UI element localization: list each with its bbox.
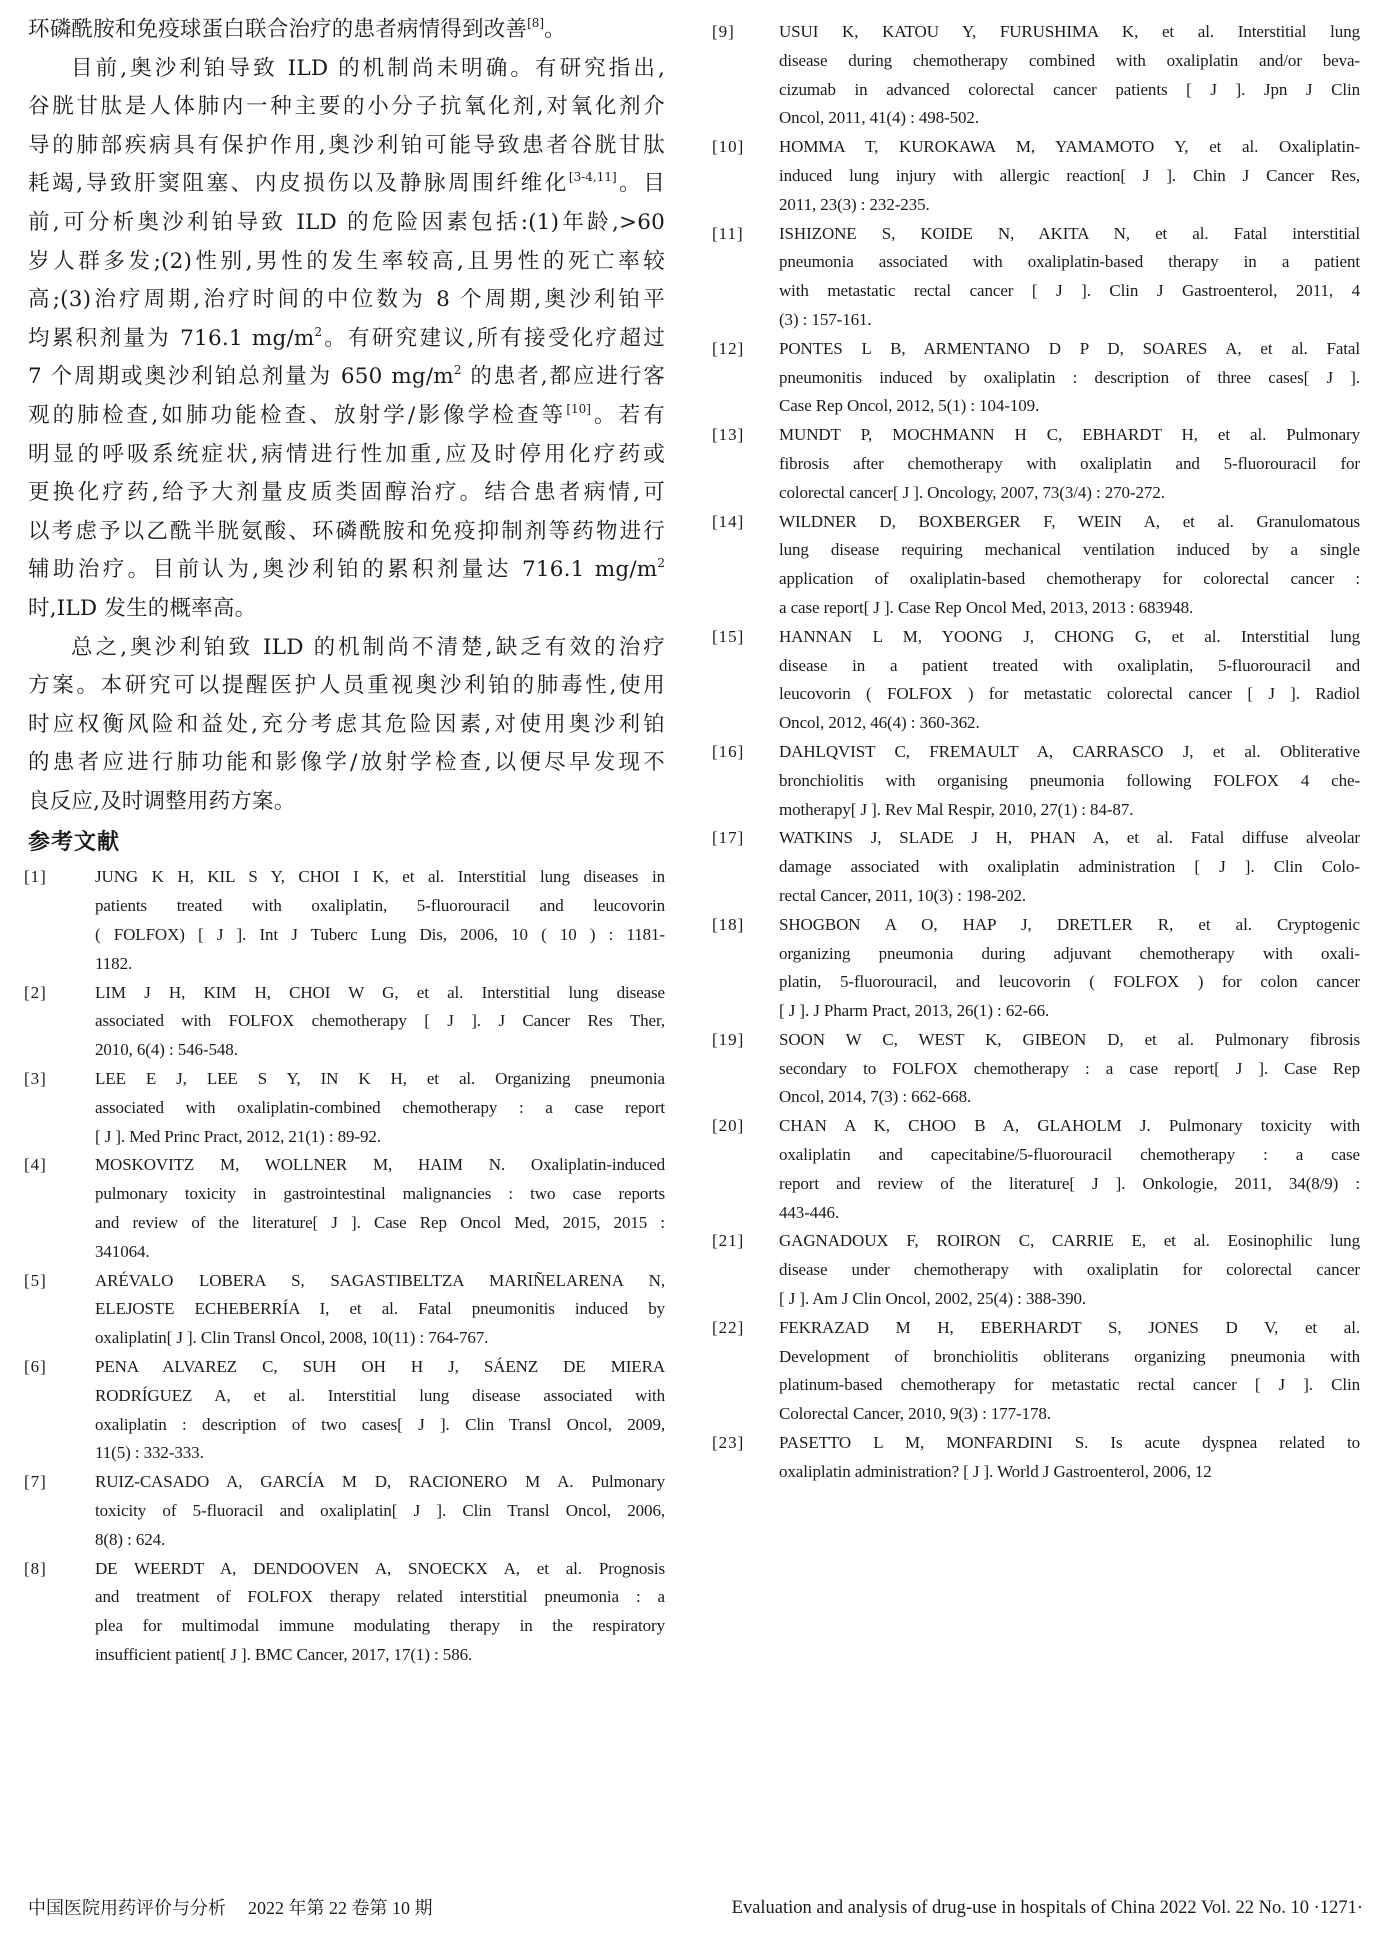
citation-superscript: [10] xyxy=(566,401,591,416)
reference-number: [12] xyxy=(712,338,745,358)
reference-line: toxicity of 5-fluoracil and oxaliplatin[ J ]. Clin Transl Oncol, 2006, xyxy=(95,1501,665,1520)
reference-line: ( FOLFOX) [ J ]. Int J Tuberc Lung Dis, 2006, 10 ( 10 ) : 1181- xyxy=(95,925,665,945)
reference-line: PASETTO L M, MONFARDINI S. Is acute dyspnea related to xyxy=(779,1433,1360,1453)
reference-text xyxy=(779,1314,1360,1429)
reference-text xyxy=(779,1026,1360,1112)
reference-text xyxy=(779,623,1360,738)
reference-text xyxy=(779,421,1360,507)
reference-line: bronchiolitis with organising pneumonia following FOLFOX 4 che- xyxy=(779,770,1360,790)
body-line xyxy=(28,88,665,127)
reference-line: PONTES L B, ARMENTANO D P D, SOARES A, et al. Fatal xyxy=(779,338,1360,358)
reference-text xyxy=(95,1353,665,1468)
reference-line: plea for multimodal immune modulating therapy in the respiratory xyxy=(95,1616,665,1636)
reference-text xyxy=(779,824,1360,910)
reference-item xyxy=(712,421,1360,507)
reference-number: [7] xyxy=(24,1472,47,1492)
body-line xyxy=(28,11,665,50)
reference-text xyxy=(779,18,1360,133)
reference-line: 11(5) : 332-333. xyxy=(95,1443,204,1463)
body-line xyxy=(28,629,665,668)
body-line xyxy=(28,281,665,320)
reference-line: [ J ]. Med Princ Pract, 2012, 21(1) : 89-92. xyxy=(95,1126,381,1146)
reference-text xyxy=(779,220,1360,335)
reference-line: platin, 5-fluorouracil, and leucovorin ( FOLFOX ) for colon cancer xyxy=(779,972,1360,992)
reference-line: RODRÍGUEZ A, et al. Interstitial lung disease associated with xyxy=(95,1385,665,1405)
reference-item xyxy=(712,335,1360,421)
body-text-segment: 。若有 xyxy=(591,402,665,428)
reference-number: [18] xyxy=(712,914,745,934)
reference-number: [14] xyxy=(712,511,745,531)
body-line xyxy=(28,127,665,166)
reference-line: (3) : 157-161. xyxy=(779,309,872,329)
body-text-segment: 良反应,及时调整用药方案。 xyxy=(28,788,296,814)
body-text-segment: 以考虑予以乙酰半胱氨酸、环磷酰胺和免疫抑制剂等药物进行 xyxy=(28,518,665,544)
reference-item xyxy=(24,1151,665,1266)
references-heading: 参考文献 xyxy=(28,830,121,856)
reference-list-left xyxy=(24,863,665,1669)
body-line xyxy=(28,243,665,282)
reference-line: colorectal cancer[ J ]. Oncology, 2007, 73(3/4) : 270-272. xyxy=(779,482,1165,502)
reference-line: 2011, 23(3) : 232-235. xyxy=(779,194,930,214)
reference-item xyxy=(712,1227,1360,1313)
reference-line: leucovorin ( FOLFOX ) for metastatic colorectal cancer [ J ]. Radiol xyxy=(779,684,1360,704)
reference-number: [4] xyxy=(24,1155,47,1175)
body-line xyxy=(28,513,665,552)
body-line xyxy=(28,165,665,204)
reference-line: ELEJOSTE ECHEBERRÍA I, et al. Fatal pneumonitis induced by xyxy=(95,1299,665,1319)
reference-item xyxy=(712,738,1360,824)
footer-journal-name-en: Evaluation and analysis of drug-use in hospitals of China 2022 Vol. 22 No. 10 xyxy=(731,1898,1310,1918)
body-text-segment: 目前,奥沙利铂导致 ILD 的机制尚未明确。有研究指出, xyxy=(71,55,665,81)
reference-line: DE WEERDT A, DENDOOVEN A, SNOECKX A, et al. Prognosis xyxy=(95,1558,665,1578)
reference-text xyxy=(95,1267,665,1353)
body-text-segment: 前,可分析奥沙利铂导致 ILD 的危险因素包括:(1)年龄,>60 xyxy=(28,209,665,235)
reference-text xyxy=(779,1112,1360,1227)
reference-number: [23] xyxy=(712,1433,745,1453)
body-text-segment: 观的肺检查,如肺功能检查、放射学/影像学检查等 xyxy=(28,402,567,428)
reference-text xyxy=(779,133,1360,219)
body-line xyxy=(28,436,665,475)
reference-number: [15] xyxy=(712,626,745,646)
reference-line: 443-446. xyxy=(779,1202,840,1222)
reference-item xyxy=(712,824,1360,910)
reference-line: motherapy[ J ]. Rev Mal Respir, 2010, 27(1) : 84-87. xyxy=(779,799,1134,819)
reference-line: pneumonitis induced by oxaliplatin : description of three cases[ J ]. xyxy=(779,367,1360,387)
body-text-segment: 时,ILD 发生的概率高。 xyxy=(28,595,257,621)
body-text-segment: 时应权衡风险和益处,充分考虑其危险因素,对使用奥沙利铂 xyxy=(28,711,665,737)
reference-item xyxy=(712,1026,1360,1112)
body-text-segment: 方案。本研究可以提醒医护人员重视奥沙利铂的肺毒性,使用 xyxy=(28,673,665,699)
reference-line: associated with FOLFOX chemotherapy [ J ]. J Cancer Res Ther, xyxy=(95,1011,665,1031)
reference-text xyxy=(779,508,1360,623)
reference-line: report and review of the literature[ J ]. Onkologie, 2011, 34(8/9) : xyxy=(779,1173,1360,1193)
reference-text xyxy=(95,1065,665,1151)
reference-line: 8(8) : 624. xyxy=(95,1529,166,1549)
reference-line: Development of bronchiolitis obliterans organizing pneumonia with xyxy=(779,1346,1360,1366)
reference-item xyxy=(24,1555,665,1670)
footer-journal-name-cn: 中国医院用药评价与分析 xyxy=(28,1898,226,1918)
reference-line: pulmonary toxicity in gastrointestinal malignancies : two case reports xyxy=(95,1184,665,1204)
body-text-segment: 。目 xyxy=(616,171,665,197)
reference-line: ARÉVALO LOBERA S, SAGASTIBELTZA MARIÑELARENA N, xyxy=(95,1270,665,1290)
body-text-segment: 高;(3)治疗周期,治疗时间的中位数为 8 个周期,奥沙利铂平 xyxy=(28,287,665,313)
left-column xyxy=(24,0,665,1670)
body-line xyxy=(28,706,665,745)
reference-number: [20] xyxy=(712,1116,745,1136)
reference-line: LIM J H, KIM H, CHOI W G, et al. Interstitial lung disease xyxy=(95,982,665,1002)
body-text-segment: 。有研究建议,所有接受化疗超过 xyxy=(322,325,665,351)
reference-line: MOSKOVITZ M, WOLLNER M, HAIM N. Oxaliplatin-induced xyxy=(95,1155,665,1175)
body-line xyxy=(28,50,665,89)
reference-line: patients treated with oxaliplatin, 5-fluorouracil and leucovorin xyxy=(95,896,665,916)
reference-line: organizing pneumonia during adjuvant chemotherapy with oxali- xyxy=(779,943,1360,963)
reference-item xyxy=(24,979,665,1065)
body-paragraph xyxy=(28,11,665,50)
reference-line: SHOGBON A O, HAP J, DRETLER R, et al. Cryptogenic xyxy=(779,914,1360,934)
body-text-segment: 辅助治疗。目前认为,奥沙利铂的累积剂量达 716.1 mg/m xyxy=(28,557,658,583)
reference-line: application of oxaliplatin-based chemotherapy for colorectal cancer : xyxy=(779,569,1360,589)
body-line xyxy=(28,474,665,513)
reference-line: associated with oxaliplatin-combined chemotherapy : a case report xyxy=(95,1097,665,1117)
body-line xyxy=(28,744,665,783)
reference-line: damage associated with oxaliplatin administration [ J ]. Clin Colo- xyxy=(779,857,1360,877)
reference-number: [5] xyxy=(24,1270,47,1290)
body-text-segment: 7 个周期或奥沙利铂总剂量为 650 mg/m xyxy=(28,364,454,390)
body-paragraph xyxy=(28,50,665,629)
reference-number: [22] xyxy=(712,1317,745,1337)
reference-text xyxy=(95,863,665,978)
reference-item xyxy=(712,1429,1360,1487)
reference-item xyxy=(712,508,1360,623)
reference-line: a case report[ J ]. Case Rep Oncol Med, 2013, 2013 : 683948. xyxy=(779,597,1194,617)
reference-text xyxy=(95,1555,665,1670)
reference-line: lung disease requiring mechanical ventilation induced by a single xyxy=(779,540,1360,560)
reference-item xyxy=(712,220,1360,335)
reference-line: Oncol, 2012, 46(4) : 360-362. xyxy=(779,713,980,733)
reference-line: platinum-based chemotherapy for metastatic rectal cancer [ J ]. Clin xyxy=(779,1375,1360,1395)
reference-line: secondary to FOLFOX chemotherapy : a case report[ J ]. Case Rep xyxy=(779,1058,1360,1078)
reference-line: rectal Cancer, 2011, 10(3) : 198-202. xyxy=(779,885,1027,905)
reference-line: and review of the literature[ J ]. Case Rep Oncol Med, 2015, 2015 : xyxy=(95,1213,665,1233)
reference-line: CHAN A K, CHOO B A, GLAHOLM J. Pulmonary toxicity with xyxy=(779,1116,1360,1136)
reference-list-right xyxy=(712,18,1360,1487)
reference-line: 1182. xyxy=(95,953,133,973)
reference-line: WILDNER D, BOXBERGER F, WEIN A, et al. Granulomatous xyxy=(779,511,1360,531)
body-text-segment: 导的肺部疾病具有保护作用,奥沙利铂可能导致患者谷胱甘肽 xyxy=(28,132,665,158)
reference-number: [19] xyxy=(712,1029,745,1049)
reference-line: JUNG K H, KIL S Y, CHOI I K, et al. Interstitial lung diseases in xyxy=(95,867,665,887)
reference-text xyxy=(95,1151,665,1266)
reference-number: [1] xyxy=(24,867,47,887)
reference-line: pneumonia associated with oxaliplatin-based therapy in a patient xyxy=(779,252,1360,272)
body-line xyxy=(28,667,665,706)
body-paragraph xyxy=(28,629,665,822)
reference-line: WATKINS J, SLADE J H, PHAN A, et al. Fatal diffuse alveolar xyxy=(779,828,1360,848)
footer-journal-info-en xyxy=(732,1893,1363,1923)
reference-line: disease under chemotherapy with oxaliplatin for colorectal cancer xyxy=(779,1260,1360,1280)
reference-number: [17] xyxy=(712,828,745,848)
reference-item xyxy=(24,1065,665,1151)
reference-line: ISHIZONE S, KOIDE N, AKITA N, et al. Fatal interstitial xyxy=(779,223,1360,243)
reference-item xyxy=(24,1468,665,1554)
body-text-segment: 岁人群多发;(2)性别,男性的发生率较高,且男性的死亡率较 xyxy=(28,248,665,274)
reference-number: [9] xyxy=(712,22,735,41)
reference-text xyxy=(95,979,665,1065)
reference-line: oxaliplatin administration? [ J ]. World J Gastroenterol, 2006, 12 xyxy=(779,1461,1212,1481)
reference-line: FEKRAZAD M H, EBERHARDT S, JONES D V, et al. xyxy=(779,1317,1360,1337)
reference-line: [ J ]. J Pharm Pract, 2013, 26(1) : 62-66. xyxy=(779,1001,1050,1021)
body-text-segment: 。 xyxy=(544,17,566,42)
reference-number: [11] xyxy=(712,223,744,243)
reference-line: Oncol, 2011, 41(4) : 498-502. xyxy=(779,108,979,128)
reference-item xyxy=(24,863,665,978)
reference-line: cizumab in advanced colorectal cancer patients [ J ]. Jpn J Clin xyxy=(779,79,1360,99)
reference-number: [13] xyxy=(712,425,745,445)
reference-text xyxy=(95,1468,665,1554)
citation-superscript: [8] xyxy=(527,16,545,30)
reference-number: [16] xyxy=(712,741,745,761)
reference-text xyxy=(779,335,1360,421)
reference-text xyxy=(779,738,1360,824)
body-text-segment: 的患者应进行肺功能和影像学/放射学检查,以便尽早发现不 xyxy=(28,750,665,776)
reference-line: Oncol, 2014, 7(3) : 662-668. xyxy=(779,1087,972,1107)
reference-number: [8] xyxy=(24,1558,47,1578)
body-text-segment: 明显的呼吸系统症状,病情进行性加重,应及时停用化疗药或 xyxy=(28,441,665,467)
page-footer xyxy=(28,1893,1363,1923)
article-body-text xyxy=(28,11,665,821)
reference-line: disease in a patient treated with oxaliplatin, 5-fluorouracil and xyxy=(779,655,1360,675)
reference-text xyxy=(779,1429,1360,1487)
body-text-segment: 更换化疗药,给予大剂量皮质类固醇治疗。结合患者病情,可 xyxy=(28,480,665,506)
reference-item xyxy=(712,18,1360,133)
body-text-segment: 环磷酰胺和免疫球蛋白联合治疗的患者病情得到改善 xyxy=(28,17,528,42)
reference-line: GAGNADOUX F, ROIRON C, CARRIE E, et al. Eosinophilic lung xyxy=(779,1231,1360,1251)
citation-superscript: 2 xyxy=(453,363,462,378)
reference-item xyxy=(712,623,1360,738)
reference-number: [2] xyxy=(24,982,47,1002)
citation-superscript: 2 xyxy=(314,324,323,339)
reference-line: RUIZ-CASADO A, GARCÍA M D, RACIONERO M A. Pulmonary xyxy=(95,1472,665,1492)
reference-line: and treatment of FOLFOX therapy related interstitial pneumonia : a xyxy=(95,1587,665,1607)
body-text-segment: 的患者,都应进行客 xyxy=(461,364,665,390)
reference-line: insufficient patient[ J ]. BMC Cancer, 2017, 17(1) : 586. xyxy=(95,1644,473,1664)
reference-line: Case Rep Oncol, 2012, 5(1) : 104-109. xyxy=(779,396,1040,416)
reference-line: MUNDT P, MOCHMANN H C, EBHARDT H, et al. Pulmonary xyxy=(779,425,1360,445)
reference-item xyxy=(24,1267,665,1353)
reference-line: HOMMA T, KUROKAWA M, YAMAMOTO Y, et al. Oxaliplatin- xyxy=(779,137,1360,157)
reference-item xyxy=(712,1314,1360,1429)
footer-issue-cn: 2022 年第 22 卷第 10 期 xyxy=(248,1898,433,1918)
reference-line: oxaliplatin and capecitabine/5-fluorouracil chemotherapy : a case xyxy=(779,1145,1360,1165)
reference-line: [ J ]. Am J Clin Oncol, 2002, 25(4) : 388-390. xyxy=(779,1289,1087,1309)
body-line xyxy=(28,783,665,822)
reference-line: disease during chemotherapy combined with oxaliplatin and/or beva- xyxy=(779,50,1360,70)
body-text-segment: 均累积剂量为 716.1 mg/m xyxy=(28,325,315,351)
reference-number: [3] xyxy=(24,1069,47,1089)
reference-text xyxy=(779,1227,1360,1313)
body-line xyxy=(28,397,665,436)
reference-number: [21] xyxy=(712,1231,745,1251)
citation-superscript: [3-4,11] xyxy=(568,170,617,185)
body-line xyxy=(28,590,665,629)
body-line xyxy=(28,551,665,590)
reference-number: [6] xyxy=(24,1357,47,1377)
reference-item xyxy=(712,911,1360,1026)
reference-line: with metastatic rectal cancer [ J ]. Clin J Gastroenterol, 2011, 4 xyxy=(779,281,1360,301)
reference-line: HANNAN L M, YOONG J, CHONG G, et al. Interstitial lung xyxy=(779,626,1360,646)
body-line xyxy=(28,320,665,359)
body-text-segment: 谷胱甘肽是人体肺内一种主要的小分子抗氧化剂,对氧化剂介 xyxy=(28,94,665,120)
footer-journal-info xyxy=(28,1893,433,1923)
page-number: ·1271· xyxy=(1313,1898,1363,1918)
body-text-segment: 耗竭,导致肝窦阻塞、内皮损伤以及静脉周围纤维化 xyxy=(28,171,569,197)
right-column xyxy=(712,0,1360,1487)
body-line xyxy=(28,358,665,397)
reference-line: DAHLQVIST C, FREMAULT A, CARRASCO J, et al. Obliterative xyxy=(779,741,1360,761)
reference-line: 341064. xyxy=(95,1241,150,1261)
reference-line: Colorectal Cancer, 2010, 9(3) : 177-178. xyxy=(779,1404,1051,1424)
body-text-segment: 总之,奥沙利铂致 ILD 的机制尚不清楚,缺乏有效的治疗 xyxy=(71,634,665,660)
reference-number: [10] xyxy=(712,137,745,157)
reference-line: fibrosis after chemotherapy with oxaliplatin and 5-fluorouracil for xyxy=(779,453,1360,473)
reference-line: PENA ALVAREZ C, SUH OH H J, SÁENZ DE MIERA xyxy=(95,1357,665,1377)
body-line xyxy=(28,204,665,243)
reference-line: LEE E J, LEE S Y, IN K H, et al. Organizing pneumonia xyxy=(95,1069,665,1089)
citation-superscript: 2 xyxy=(657,556,665,571)
reference-item xyxy=(712,1112,1360,1227)
reference-line: SOON W C, WEST K, GIBEON D, et al. Pulmonary fibrosis xyxy=(779,1029,1360,1049)
reference-item xyxy=(24,1353,665,1468)
reference-text xyxy=(779,911,1360,1026)
reference-line: USUI K, KATOU Y, FURUSHIMA K, et al. Interstitial lung xyxy=(779,22,1360,41)
reference-item xyxy=(712,133,1360,219)
reference-line: 2010, 6(4) : 546-548. xyxy=(95,1040,238,1060)
reference-line: oxaliplatin : description of two cases[ J ]. Clin Transl Oncol, 2009, xyxy=(95,1414,665,1434)
reference-line: induced lung injury with allergic reaction[ J ]. Chin J Cancer Res, xyxy=(779,165,1360,185)
reference-line: oxaliplatin[ J ]. Clin Transl Oncol, 2008, 10(11) : 764-767. xyxy=(95,1328,489,1348)
